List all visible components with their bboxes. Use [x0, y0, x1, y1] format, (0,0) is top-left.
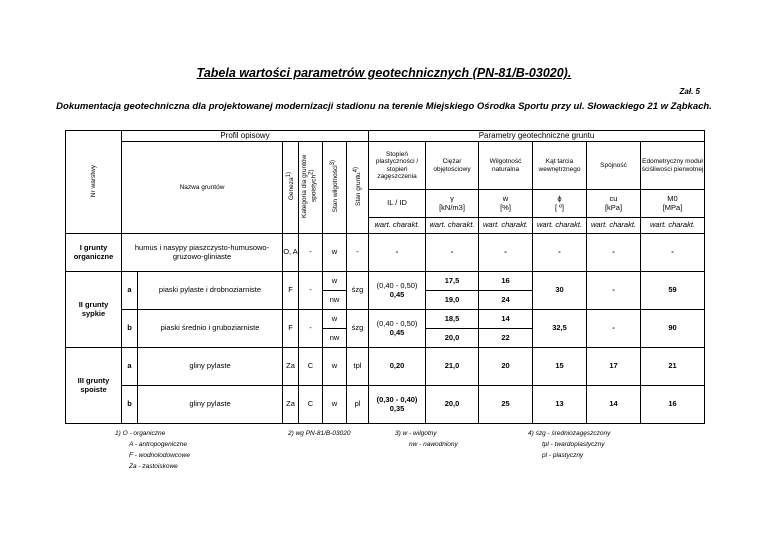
gamma-value: 17,5 [426, 272, 479, 291]
il-value: (0,40 - 0,50) 0,45 [369, 272, 426, 310]
c-symbol: cu [kPa] [587, 190, 641, 218]
m-description: Edometryczny moduł ściśliwości pierwotnej [641, 142, 705, 190]
geotechnical-parameters-table [65, 130, 705, 424]
group-label: II grunty sypkie [66, 272, 122, 348]
phi-value: 32,5 [533, 310, 587, 348]
category-value: - [299, 272, 323, 310]
il-value: - [369, 234, 426, 272]
w-value: 25 [479, 386, 533, 424]
moisture-value: w [323, 272, 347, 291]
il-symbol: IL / ID [369, 190, 426, 218]
genesis-header: Geneza$^{1)}$ [283, 142, 299, 234]
w-value: 14 [479, 310, 533, 329]
m-value: 16 [641, 386, 705, 424]
subgroup-label: b [122, 386, 138, 424]
note-line: F - wodnolodowcowe [129, 452, 190, 459]
phi-value: 30 [533, 272, 587, 310]
w-value: 24 [479, 291, 533, 310]
w-description: Wilgotność naturalna [479, 142, 533, 190]
moisture-value: w [323, 386, 347, 424]
gamma-value: 18,5 [426, 310, 479, 329]
soil-name-header: Nazwa gruntów [122, 142, 283, 234]
note-line: A - antropogeniczne [129, 441, 187, 448]
phi-value: 13 [533, 386, 587, 424]
soil-name: gliny pylaste [138, 386, 283, 424]
footnote-moisture [395, 428, 458, 450]
profile-group-header: Profil opisowy [122, 131, 369, 142]
genesis-value: Za [283, 348, 299, 386]
il-description: Stopień plastyczności / stopień zagęszczenia [369, 142, 426, 190]
moisture-value: nw [323, 329, 347, 348]
char-label: wart. charakt. [426, 218, 479, 234]
state-value: śzg [347, 272, 369, 310]
moisture-value: w [323, 234, 347, 272]
gamma-symbol: γ [kN/m3] [426, 190, 479, 218]
subgroup-label: b [122, 310, 138, 348]
char-label: wart. charakt. [533, 218, 587, 234]
soil-name: piaski pylaste i drobnoziarniste [138, 272, 283, 310]
gamma-value: 19,0 [426, 291, 479, 310]
subgroup-label: a [122, 348, 138, 386]
params-group-header: Parametry geotechniczne gruntu [369, 131, 705, 142]
state-value: pl [347, 386, 369, 424]
note-line: 1) O - organiczne [115, 430, 166, 437]
genesis-value: F [283, 272, 299, 310]
category-value: C [299, 348, 323, 386]
group-label: I grunty organiczne [66, 234, 122, 272]
note-line: tpl - twardoplastyczny [542, 441, 605, 448]
soil-name: piaski średnio i gruboziarniste [138, 310, 283, 348]
table-row [66, 310, 705, 329]
genesis-value: F [283, 310, 299, 348]
gamma-value: 20,0 [426, 329, 479, 348]
char-label: wart. charakt. [479, 218, 533, 234]
note-line: 3) w - wilgotny [395, 430, 437, 437]
c-description: Spójność [587, 142, 641, 190]
w-value: 16 [479, 272, 533, 291]
document-title [0, 66, 768, 80]
table-row [66, 348, 705, 386]
footnote-state [528, 428, 610, 461]
note-line: 4) śzg - średniozagęszczony [528, 430, 611, 437]
c-value: - [587, 310, 641, 348]
il-value: (0,30 - 0,40) 0,35 [369, 386, 426, 424]
note-line: pl - plastyczny [542, 452, 584, 459]
c-value: - [587, 272, 641, 310]
gamma-value: - [426, 234, 479, 272]
category-value: - [299, 234, 323, 272]
state-value: śzg [347, 310, 369, 348]
w-value: - [479, 234, 533, 272]
note-line: 2) wg PN-81/B-03020 [288, 430, 351, 437]
footnote-genesis [115, 428, 190, 472]
genesis-value: Za [283, 386, 299, 424]
m-value: 90 [641, 310, 705, 348]
w-value: 20 [479, 348, 533, 386]
state-header: Stan gruntu$^{4)}$ [347, 142, 369, 234]
category-header: Kategoria dla gruntów spoistych$^{2)}$ [299, 142, 323, 234]
gamma-value: 20,0 [426, 386, 479, 424]
phi-value: - [533, 234, 587, 272]
gamma-value: 21,0 [426, 348, 479, 386]
w-symbol: w [%] [479, 190, 533, 218]
soil-name: gliny pylaste [138, 348, 283, 386]
m-symbol: M0 [MPa] [641, 190, 705, 218]
moisture-value: w [323, 348, 347, 386]
phi-value: 15 [533, 348, 587, 386]
moisture-value: w [323, 310, 347, 329]
table-row [66, 234, 705, 272]
c-value: 14 [587, 386, 641, 424]
il-value: 0,20 [369, 348, 426, 386]
phi-symbol: ϕ [ º] [533, 190, 587, 218]
annex-label: Zał. 5 [679, 87, 700, 96]
state-value: - [347, 234, 369, 272]
layer-number-header: Nr warstwy [66, 131, 122, 234]
state-value: tpl [347, 348, 369, 386]
char-label: wart. charakt. [369, 218, 426, 234]
char-label: wart. charakt. [587, 218, 641, 234]
phi-description: Kąt tarcia wewnętrznego [533, 142, 587, 190]
title-text: Tabela wartości parametrów geotechnicznych (PN-81/B-03020) [196, 66, 568, 80]
document-subtitle: Dokumentacja geotechniczna dla projektowanej modernizacji stadionu na terenie Miejskiego Ośrodka Sportu przy ul. Słowackiego 21 w Ząbkach. [56, 101, 712, 112]
il-value: (0,40 - 0,50) 0,45 [369, 310, 426, 348]
group-label: III grunty spoiste [66, 348, 122, 424]
note-line: Za - zastoiskowe [129, 463, 178, 470]
m-value: 21 [641, 348, 705, 386]
moisture-header: Stan wilgotności$^{3)}$ [323, 142, 347, 234]
m-value: - [641, 234, 705, 272]
category-value: - [299, 310, 323, 348]
note-line: nw - nawodniony [409, 441, 458, 448]
title-dot: . [567, 66, 572, 80]
char-label: wart. charakt. [641, 218, 705, 234]
table-row [66, 272, 705, 291]
subgroup-label: a [122, 272, 138, 310]
category-value: C [299, 386, 323, 424]
m-value: 59 [641, 272, 705, 310]
c-value: - [587, 234, 641, 272]
table-row [66, 386, 705, 424]
footnote-category [288, 428, 351, 439]
c-value: 17 [587, 348, 641, 386]
soil-name: humus i nasypy piaszczysto-humusowo-gruzowo-gliniaste [122, 234, 283, 272]
w-value: 22 [479, 329, 533, 348]
moisture-value: nw [323, 291, 347, 310]
gamma-description: Ciężar objętościowy [426, 142, 479, 190]
genesis-value: O, A [283, 234, 299, 272]
